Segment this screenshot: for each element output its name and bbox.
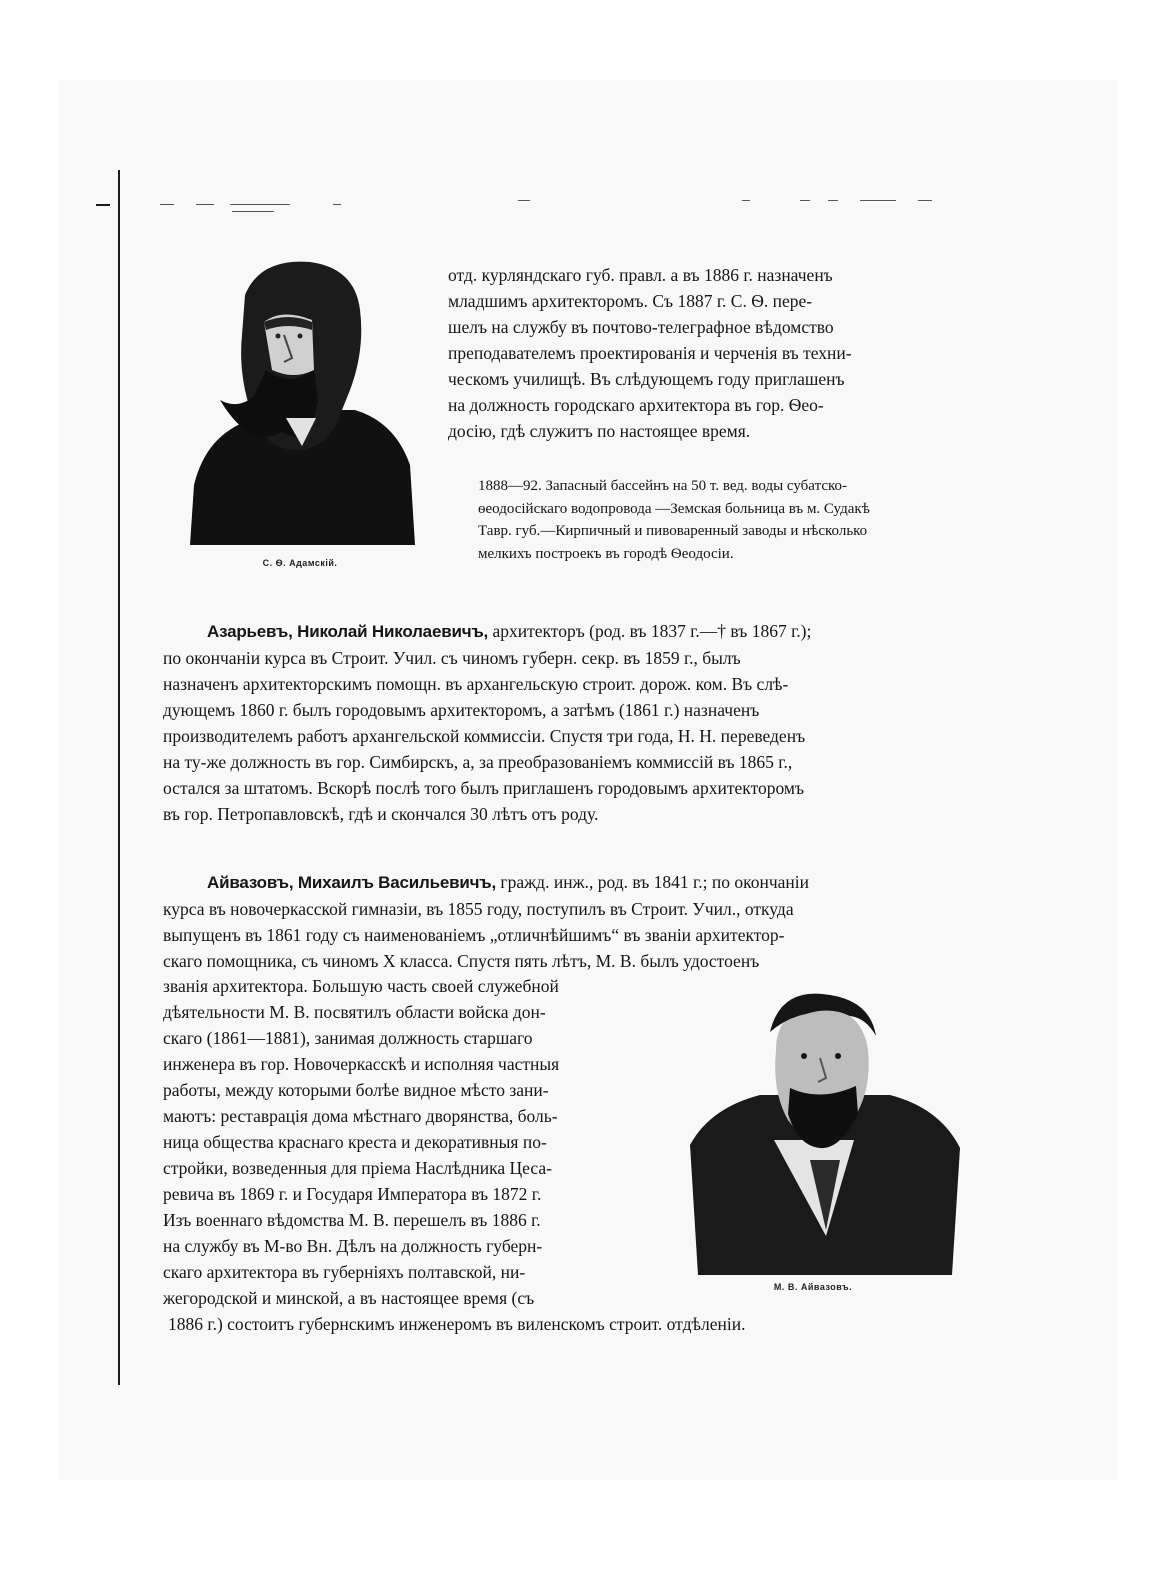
text-line: дѣятельности М. В. посвятилъ области войска дон- [163, 1002, 546, 1022]
text-line: остался за штатомъ. Вскорѣ послѣ того былъ приглашенъ городовымъ архитекторомъ [163, 778, 805, 798]
text-line: младшимъ архитекторомъ. Съ 1887 г. С. Ѳ. пере- [448, 291, 813, 311]
text-line: на ту-же должность въ гор. Симбирскъ, а, за преобразованіемъ коммиссій въ 1865 г., [163, 752, 793, 772]
entry-aivazov-last [168, 1311, 968, 1337]
header-rule-fragment [196, 204, 214, 205]
entry-first-line [163, 618, 963, 645]
text-line: ница общества краснаго креста и декоративныя по- [163, 1132, 547, 1152]
header-rule-fragment [232, 211, 274, 212]
entry-name: Азарьевъ, Николай Николаевичъ, [207, 622, 489, 641]
header-rule-fragment [860, 200, 896, 201]
portrait-aivazov [690, 990, 960, 1275]
entry-adamsky-text [448, 262, 960, 444]
portrait-adamsky-image [190, 250, 415, 545]
text-line: Изъ военнаго вѣдомства М. В. перешелъ въ 1886 г. [163, 1210, 541, 1230]
text-line: ревича въ 1869 г. и Государя Императора въ 1872 г. [163, 1184, 542, 1204]
text-line: стройки, возведенныя для пріема Наслѣдника Цеса- [163, 1158, 552, 1178]
text-line: курса въ новочеркасской гимназіи, въ 1855 году, поступилъ въ Строит. Учил., откуда [163, 899, 794, 919]
binding-margin-tick [96, 204, 110, 206]
text-line: преподавателемъ проектированія и черченія въ техни- [448, 343, 852, 363]
text-line: Тавр. губ.—Кирпичный и пивоваренный заводы и нѣсколько [478, 523, 868, 539]
text-line: производителемъ работъ архангельской коммиссіи. Спустя три года, Н. Н. переведенъ [163, 726, 806, 746]
entry-aivazov-narrow [163, 973, 663, 1311]
header-rule-fragment [918, 200, 932, 201]
header-rule-fragment [230, 204, 290, 205]
text-line: отд. курляндскаго губ. правл. а въ 1886 г. назначенъ [448, 265, 833, 285]
entry-azaryev [163, 618, 963, 827]
header-rule-fragment [742, 200, 750, 201]
header-rule-fragment [333, 204, 341, 205]
entry-name: Айвазовъ, Михаилъ Васильевичъ, [207, 873, 497, 892]
header-rule-fragment [518, 200, 530, 201]
text-fragment: гражд. инж., род. въ 1841 г.; по окончаніи [496, 872, 809, 892]
text-line: дующемъ 1860 г. былъ городовымъ архитекторомъ, а затѣмъ (1861 г.) назначенъ [163, 700, 760, 720]
text-line: маютъ: реставрація дома мѣстнаго дворянства, боль- [163, 1106, 558, 1126]
text-line: назначенъ архитекторскимъ помощн. въ архангельскую строит. дорож. ком. Въ слѣ- [163, 674, 789, 694]
text-line: выпущенъ въ 1861 году съ наименованіемъ „отличнѣйшимъ“ въ званіи архитектор- [163, 925, 785, 945]
text-line: работы, между которыми болѣе видное мѣсто зани- [163, 1080, 549, 1100]
portrait-aivazov-caption: М. В. Айвазовъ. [773, 1282, 853, 1292]
text-line: инженера въ гор. Новочеркасскѣ и исполняя частныя [163, 1054, 560, 1074]
text-line: по окончаніи курса въ Строит. Учил. съ чиномъ губерн. секр. въ 1859 г., былъ [163, 648, 741, 668]
text-line: жегородской и минской, а въ настоящее время (съ [163, 1288, 535, 1308]
header-rule-fragment [160, 204, 174, 205]
entry-adamsky-works [478, 475, 963, 565]
text-line: досію, гдѣ служитъ по настоящее время. [448, 421, 751, 441]
header-rule-fragment [828, 200, 838, 201]
text-line: 1888—92. Запасный бассейнъ на 50 т. вед. воды субатско- [478, 478, 847, 494]
text-line: мелкихъ построекъ въ городѣ Ѳеодосіи. [478, 545, 734, 562]
header-rule-fragment [800, 200, 810, 201]
portrait-aivazov-image [690, 990, 960, 1275]
text-line: званія архитектора. Большую часть своей служебной [163, 976, 559, 996]
text-line: скаго архитектора въ губерніяхъ полтавской, ни- [163, 1262, 526, 1282]
text-line: въ гор. Петропавловскѣ, гдѣ и скончался 30 лѣтъ отъ роду. [163, 804, 599, 824]
entry-aivazov-header [163, 869, 963, 974]
text-line: на должность городскаго архитектора въ гор. Ѳео- [448, 395, 824, 415]
text-line: скаго (1861—1881), занимая должность старшаго [163, 1028, 533, 1048]
text-line: ѳеодосійскаго водопровода —Земская больница въ м. Судакѣ [478, 500, 870, 517]
portrait-adamsky [190, 250, 415, 545]
text-line: 1886 г.) состоитъ губернскимъ инженеромъ въ виленскомъ строит. отдѣленіи. [168, 1314, 746, 1334]
text-line: шелъ на службу въ почтово-телеграфное вѣдомство [448, 317, 834, 337]
text-line: скаго помощника, съ чиномъ X класса. Спустя пять лѣтъ, М. В. былъ удостоенъ [163, 951, 760, 971]
text-line: на службу въ М-во Вн. Дѣлъ на должность губерн- [163, 1236, 543, 1256]
binding-margin-line [118, 170, 120, 1385]
text-line: ческомъ училищѣ. Въ слѣдующемъ году приглашенъ [448, 369, 845, 389]
text-fragment: архитекторъ (род. въ 1837 г.—† въ 1867 г.); [488, 621, 812, 641]
entry-first-line [163, 869, 963, 896]
portrait-adamsky-caption: С. Ѳ. Адамскій. [262, 558, 338, 568]
